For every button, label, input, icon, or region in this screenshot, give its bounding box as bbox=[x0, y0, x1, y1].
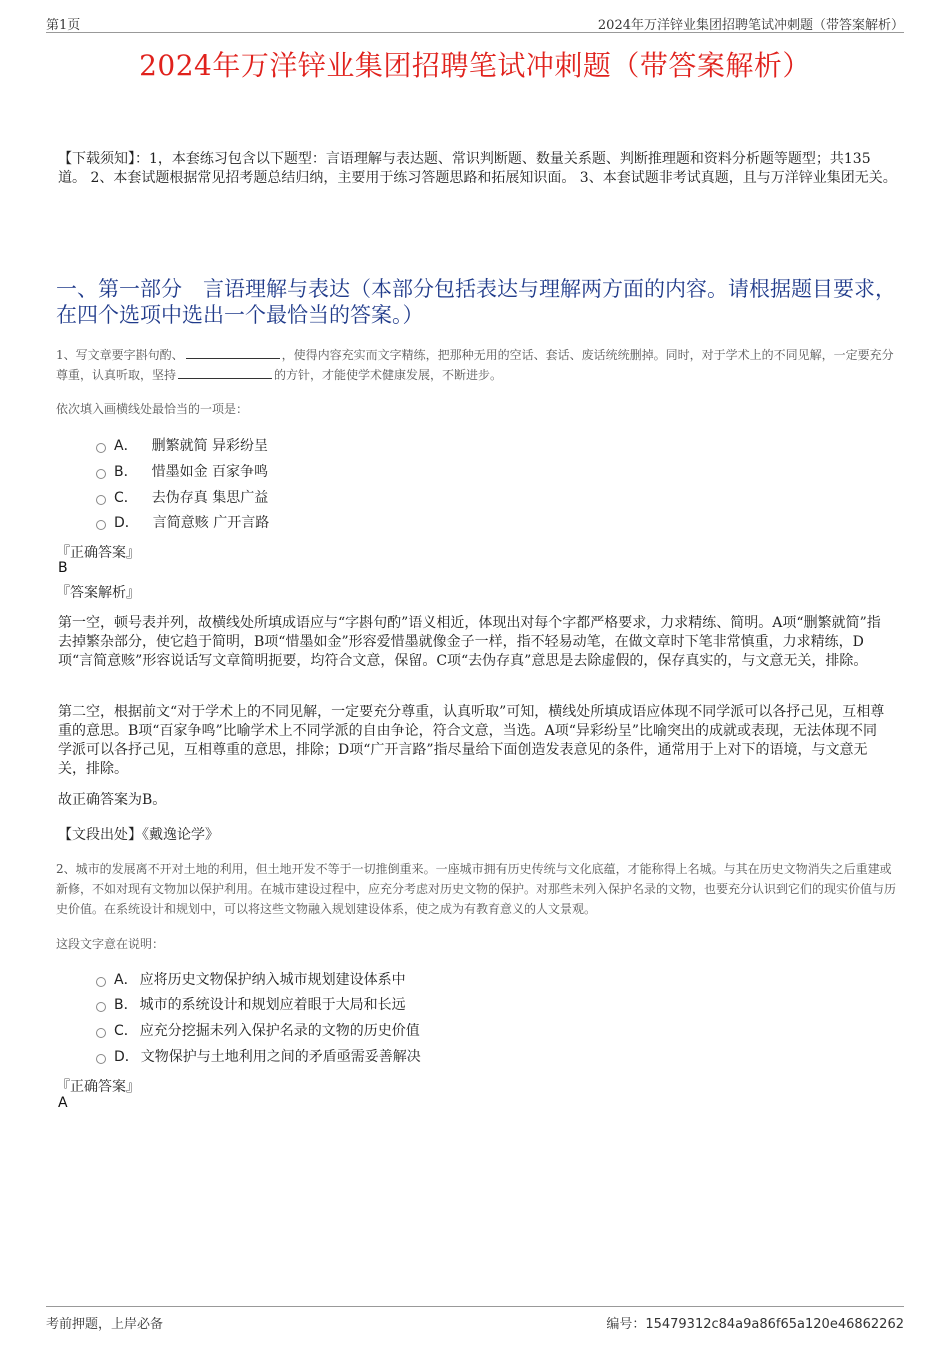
q1-analysis-paragraph-1: 第一空，顿号表并列，故横线处所填成语应与“字斟句酌”语义相近，体现出对每个字都严格要求，力求精练、简明。A项“删繁就简”指去掉繁杂部分，使它趋于简明，B项“惜墨如金”形容爱惜墨就像金子一样，指不轻易动笔，在做文章时下笔非常慎重，力求精练，D项“言简意赅”形容说话写文章简明扼要，均符合文意，保留。C项“去伪存真”意思是去除虚假的，保存真实的，与文意无关，排除。 bbox=[58, 615, 881, 669]
question-2-instruction: 这段文字意在说明： bbox=[56, 937, 165, 951]
footer-code-label: 编号： bbox=[606, 1317, 646, 1332]
section-heading: 一、第一部分 言语理解与表达（本部分包括表达与理解两方面的内容。请根据题目要求，在四个选项中选出一个最恰当的答案。） bbox=[56, 277, 896, 327]
page-number: 第1页 bbox=[46, 18, 81, 33]
q1-option-d[interactable] bbox=[96, 513, 269, 533]
radio-icon[interactable] bbox=[96, 1028, 106, 1038]
page-header bbox=[46, 14, 904, 33]
option-letter: B． bbox=[114, 997, 138, 1013]
q1-option-a[interactable] bbox=[96, 436, 268, 456]
q2-option-c[interactable] bbox=[96, 1021, 420, 1041]
option-letter: D． bbox=[114, 515, 139, 531]
option-text: 惜墨如金 百家争鸣 bbox=[151, 464, 269, 480]
option-text: 去伪存真 集思广益 bbox=[151, 490, 269, 506]
q2-option-a[interactable] bbox=[96, 970, 406, 990]
question-1-text-part-b: ，使得内容充实而文字精练，把那种无用的空话、套话、废话统统删掉。同时，对于学术上的不同见解，一定要充分尊重，认真听取，坚持 bbox=[56, 348, 894, 382]
option-letter: D． bbox=[114, 1049, 139, 1065]
question-1-instruction: 依次填入画横线处最恰当的一项是： bbox=[56, 402, 249, 416]
q1-option-b[interactable] bbox=[96, 462, 268, 482]
q1-conclusion: 故正确答案为B。 bbox=[58, 792, 167, 808]
option-text: 应充分挖掘未列入保护名录的文物的历史价值 bbox=[139, 1023, 420, 1039]
option-text: 城市的系统设计和规划应着眼于大局和长远 bbox=[139, 997, 406, 1013]
radio-icon[interactable] bbox=[96, 520, 106, 530]
fill-blank-2 bbox=[178, 367, 272, 379]
question-1-text-part-a: 1、写文章要字斟句酌、 bbox=[56, 348, 184, 362]
radio-icon[interactable] bbox=[96, 1002, 106, 1012]
option-letter: B． bbox=[114, 464, 138, 480]
option-letter: A． bbox=[114, 972, 138, 988]
q2-answer-label: 『正确答案』 bbox=[56, 1079, 140, 1095]
radio-icon[interactable] bbox=[96, 443, 106, 453]
radio-icon[interactable] bbox=[96, 977, 106, 987]
footer-slogan: 考前押题，上岸必备 bbox=[46, 1317, 164, 1332]
footer-code bbox=[606, 1313, 904, 1332]
radio-icon[interactable] bbox=[96, 495, 106, 505]
q2-answer: A bbox=[58, 1095, 68, 1111]
q1-answer-label: 『正确答案』 bbox=[56, 545, 140, 561]
option-text: 应将历史文物保护纳入城市规划建设体系中 bbox=[139, 972, 406, 988]
q2-option-d[interactable] bbox=[96, 1047, 421, 1067]
option-letter: C． bbox=[114, 1023, 138, 1039]
q2-option-b[interactable] bbox=[96, 995, 406, 1015]
q1-analysis-paragraph-2: 第二空，根据前文“对于学术上的不同见解，一定要充分尊重，认真听取”可知，横线处所填成语应体现不同学派可以各抒己见，互相尊重的意思。B项“百家争鸣”比喻学术上不同学派的自由争论，符合文意，当选。A项“异彩纷呈”比喻突出的成就或表现，无法体现不同学派可以各抒己见，互相尊重的意思，排除；D项“广开言路”指尽量给下面创造发表意见的条件，通常用于上对下的语境，与文意无关，排除。 bbox=[58, 704, 885, 777]
radio-icon[interactable] bbox=[96, 469, 106, 479]
page-footer bbox=[46, 1306, 904, 1333]
question-1-text bbox=[56, 345, 898, 385]
option-letter: C． bbox=[114, 490, 138, 506]
option-text: 删繁就简 异彩纷呈 bbox=[151, 438, 269, 454]
option-text: 言简意赅 广开言路 bbox=[152, 515, 270, 531]
fill-blank-1 bbox=[186, 347, 280, 359]
radio-icon[interactable] bbox=[96, 1054, 106, 1064]
download-notice: 【下载须知】：1，本套练习包含以下题型：言语理解与表达题、常识判断题、数量关系题、判断推理题和资料分析题等题型；共135道。 2、本套试题根据常见招考题总结归纳，主要用于练习答题思路和拓展知识面。 3、本套试题非考试真题，且与万洋锌业集团无关。 bbox=[58, 151, 897, 186]
q1-option-c[interactable] bbox=[96, 488, 268, 508]
footer-code-value: 15479312c84a9a86f65a120e46862262 bbox=[645, 1317, 904, 1332]
question-2-text: 2、城市的发展离不开对土地的利用，但土地开发不等于一切推倒重来。一座城市拥有历史传统与文化底蕴，才能称得上名城。与其在历史文物消失之后重建或新修，不如对现有文物加以保护利用。在城市建设过程中，应充分考虑对历史文物的保护。对那些未列入保护名录的文物，也要充分认识到它们的现实价值与历史价值。在系统设计和规划中，可以将这些文物融入规划建设体系，使之成为有教育意义的人文景观。 bbox=[56, 862, 897, 916]
option-letter: A． bbox=[114, 438, 138, 454]
q1-source: 【文段出处】《戴逸论学》 bbox=[58, 827, 219, 843]
q1-answer: B bbox=[58, 560, 68, 576]
q1-analysis-label: 『答案解析』 bbox=[56, 585, 140, 601]
header-doc-title: 2024年万洋锌业集团招聘笔试冲刺题（带答案解析） bbox=[597, 18, 904, 33]
document-title: 2024年万洋锌业集团招聘笔试冲刺题（带答案解析） bbox=[139, 49, 811, 82]
question-1-text-part-c: 的方针，才能使学术健康发展，不断进步。 bbox=[274, 368, 503, 382]
option-text: 文物保护与土地利用之间的矛盾亟需妥善解决 bbox=[140, 1049, 421, 1065]
